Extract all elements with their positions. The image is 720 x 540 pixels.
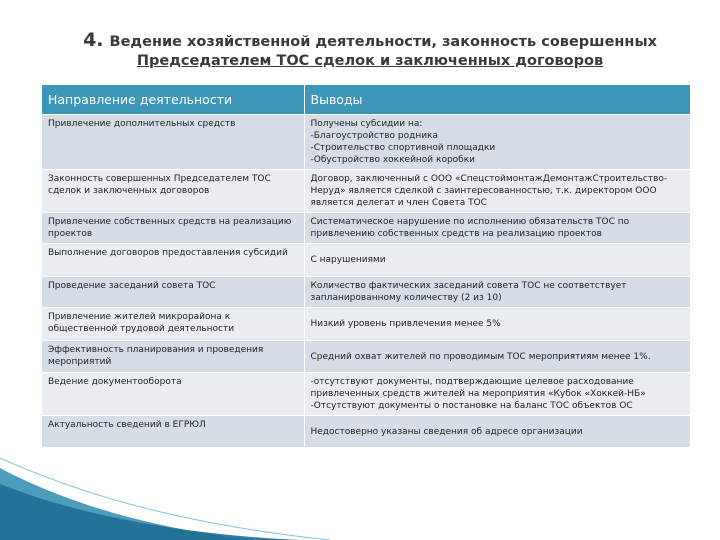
header-conclusions: Выводы — [304, 85, 690, 115]
table-body — [42, 115, 690, 448]
table-row — [42, 308, 690, 341]
cell-conclusion: Средний охват жителей по проводимым ТОС мероприятиям менее 1%. — [304, 341, 690, 373]
table-row — [42, 341, 690, 373]
cell-direction: Проведение заседаний совета ТОС — [42, 277, 304, 308]
title-line-1: Ведение хозяйственной деятельности, законность совершенных — [109, 34, 657, 50]
table-row — [42, 244, 690, 277]
cell-conclusion: Недостоверно указаны сведения об адресе организации — [304, 416, 690, 448]
cell-conclusion: Систематическое нарушение по исполнению обязательств ТОС по привлечению собственных средств на реализацию проектов — [304, 213, 690, 244]
cell-direction: Ведение документооборота — [42, 373, 304, 416]
header-direction: Направление деятельности — [42, 85, 304, 115]
cell-conclusion: Получены субсидии на: -Благоустройство родника -Строительство спортивной площадки -Обустройство хоккейной коробки — [304, 115, 690, 170]
table-row — [42, 213, 690, 244]
cell-direction: Привлечение дополнительных средств — [42, 115, 304, 170]
table-header-row — [42, 85, 690, 115]
cell-conclusion: Договор, заключенный с ООО «СпецстоймонтажДемонтажСтроительство-Неруд» является сделкой с заинтересованностью, т.к. директором ООО является делегат и член Совета ТОС — [304, 170, 690, 213]
cell-direction: Законность совершенных Председателем ТОС сделок и заключенных договоров — [42, 170, 304, 213]
cell-direction: Выполнение договоров предоставления субсидий — [42, 244, 304, 277]
cell-direction: Эффективность планирования и проведения мероприятий — [42, 341, 304, 373]
decorative-wave — [0, 450, 720, 540]
cell-direction: Привлечение жителей микрорайона к общественной трудовой деятельности — [42, 308, 304, 341]
cell-conclusion: -отсутствуют документы, подтверждающие целевое расходование привлеченных средств жителей на мероприятия «Кубок «Хоккей-НБ» -Отсутствуют документы о постановке на баланс ТОС объектов ОС — [304, 373, 690, 416]
cell-conclusion: Количество фактических заседаний совета ТОС не соответствует запланированному количеству (2 из 10) — [304, 277, 690, 308]
table-row — [42, 416, 690, 448]
title-line-2: Председателем ТОС сделок и заключенных договоров — [136, 53, 604, 69]
slide-title — [40, 30, 700, 71]
cell-direction: Привлечение собственных средств на реализацию проектов — [42, 213, 304, 244]
cell-conclusion: Низкий уровень привлечения менее 5% — [304, 308, 690, 341]
table-row — [42, 373, 690, 416]
title-number: 4. — [83, 29, 104, 51]
table-row — [42, 170, 690, 213]
cell-conclusion: С нарушениями — [304, 244, 690, 277]
table-row — [42, 277, 690, 308]
findings-table — [42, 85, 690, 448]
table-row — [42, 115, 690, 170]
cell-direction: Актуальность сведений в ЕГРЮЛ — [42, 416, 304, 448]
